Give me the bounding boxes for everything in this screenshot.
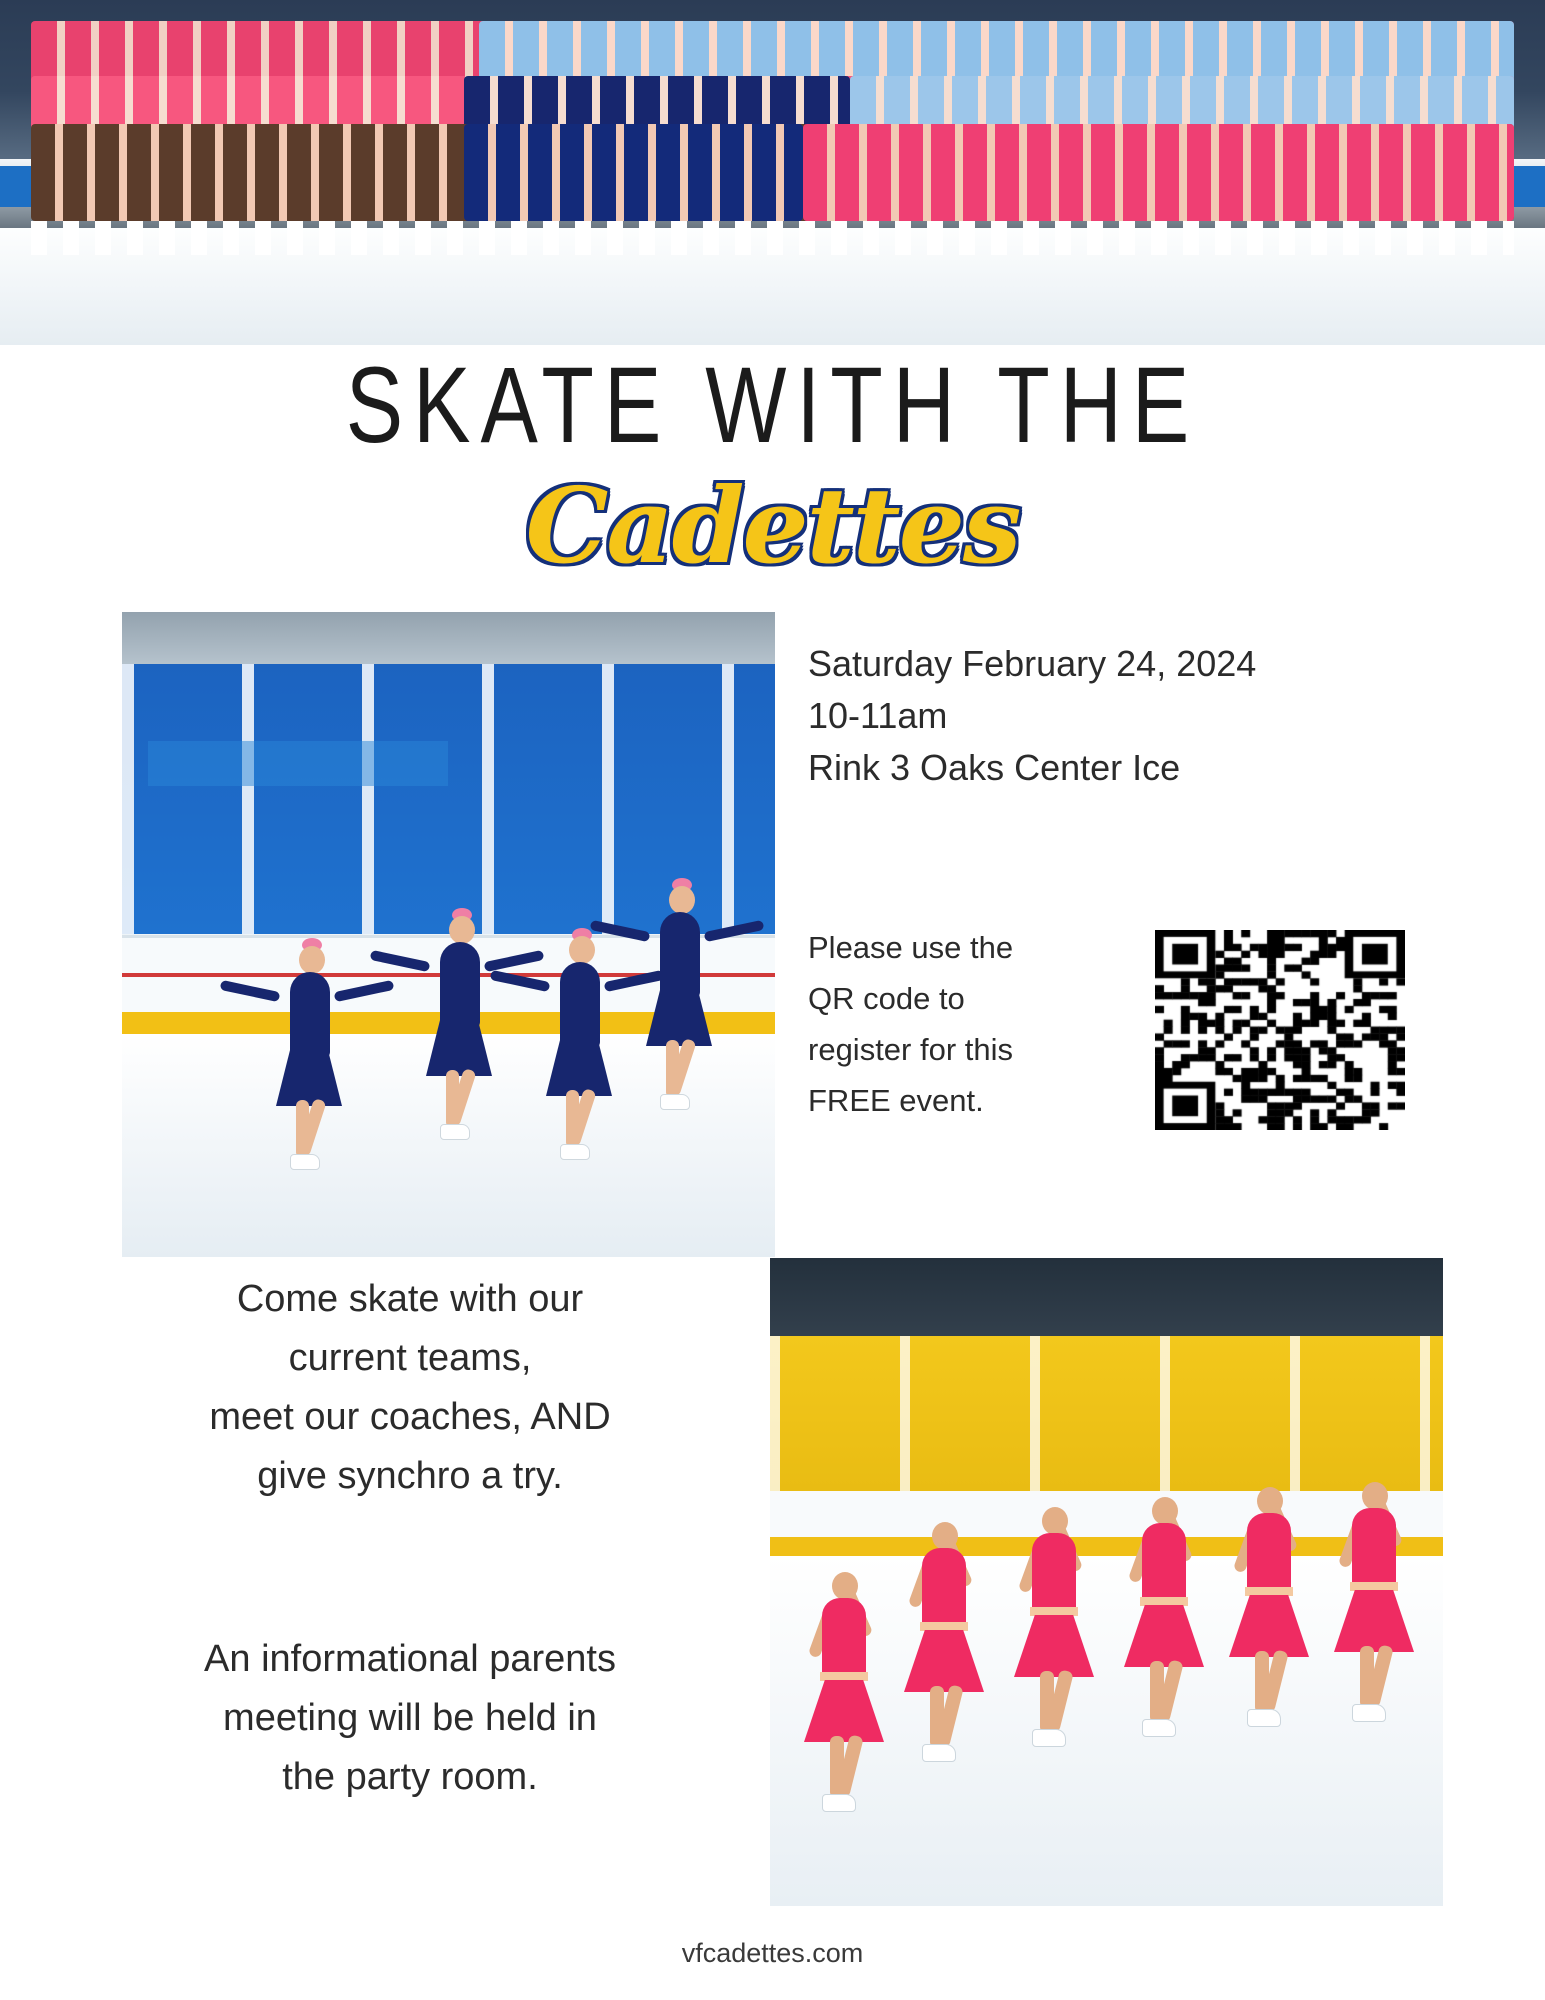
parents-meeting-line-3: the party room. [282, 1755, 538, 1798]
skate-blade [1032, 1729, 1066, 1747]
invitation-line-4: give synchro a try. [257, 1454, 563, 1497]
skirt [646, 988, 712, 1046]
event-date: Saturday February 24, 2024 [808, 643, 1257, 684]
head [669, 886, 695, 914]
pink-skater [1330, 1508, 1416, 1738]
blue-skater [542, 962, 616, 1152]
qr-note-line-4: FREE event. [808, 1083, 984, 1119]
skate-blade [440, 1124, 470, 1140]
pink-skater [1225, 1513, 1311, 1743]
head [449, 916, 475, 944]
qr-note-line-2: QR code to [808, 981, 965, 1017]
skate-blade [1247, 1709, 1281, 1727]
invitation-line-2: current teams, [288, 1336, 532, 1379]
photo-upper-wall [122, 612, 775, 670]
skirt [276, 1048, 342, 1106]
event-location: Rink 3 Oaks Center Ice [808, 747, 1181, 789]
qr-instructions [808, 922, 1128, 1127]
skate-blade [922, 1744, 956, 1762]
invitation-line-1: Come skate with our [236, 1278, 584, 1320]
head [1042, 1507, 1068, 1535]
pink-skater [1010, 1533, 1096, 1763]
torso [1142, 1523, 1186, 1603]
skate-blade [1142, 1719, 1176, 1737]
torso [560, 962, 600, 1048]
skirt [426, 1018, 492, 1076]
invitation-copy [110, 1270, 710, 1506]
torso [290, 972, 330, 1058]
blue-team-photo [122, 612, 775, 1257]
belt [1140, 1597, 1188, 1606]
head [1152, 1497, 1178, 1525]
belt [1350, 1582, 1398, 1591]
skirt [1124, 1605, 1204, 1667]
footer-website[interactable]: vfcadettes.com [681, 1938, 864, 1968]
torso [440, 942, 480, 1028]
blue-skater [272, 972, 346, 1162]
belt [920, 1622, 968, 1631]
photo-wall-posts [770, 1336, 1443, 1504]
blue-skater [422, 942, 496, 1132]
event-details [808, 638, 1468, 795]
skate-blade [1352, 1704, 1386, 1722]
title-script-cadettes: Cadettes [525, 464, 1020, 587]
qr-code-image[interactable] [1155, 930, 1405, 1130]
belt [1245, 1587, 1293, 1596]
torso [1247, 1513, 1291, 1593]
skirt [546, 1038, 612, 1096]
skate-blade [822, 1794, 856, 1812]
blue-skater [642, 912, 716, 1102]
photo-skate-boots-row [31, 221, 1514, 256]
parents-meeting-copy [100, 1630, 720, 1807]
torso [1352, 1508, 1396, 1588]
photo-wall-banner [148, 741, 448, 786]
skate-blade [660, 1094, 690, 1110]
qr-note-line-1: Please use the [808, 930, 1014, 965]
skirt [804, 1680, 884, 1742]
parents-meeting-line-1: An informational parents [204, 1638, 616, 1680]
torso [822, 1598, 866, 1678]
skirt [904, 1630, 984, 1692]
qr-code[interactable] [1155, 930, 1405, 1130]
head [1362, 1482, 1388, 1510]
skate-blade [560, 1144, 590, 1160]
belt [1030, 1607, 1078, 1616]
parents-meeting-line-2: meeting will be held in [223, 1696, 597, 1739]
torso [1032, 1533, 1076, 1613]
torso [922, 1548, 966, 1628]
event-time: 10-11am [808, 695, 948, 737]
skate-blade [290, 1154, 320, 1170]
head [1257, 1487, 1283, 1515]
pink-skater [900, 1548, 986, 1778]
pink-skater [800, 1598, 886, 1828]
flyer-title [0, 345, 1545, 587]
photo-skater-row-front-navy [464, 124, 804, 221]
skirt [1229, 1595, 1309, 1657]
pink-skater [1120, 1523, 1206, 1753]
skirt [1334, 1590, 1414, 1652]
invitation-line-3: meet our coaches, AND [209, 1395, 611, 1438]
photo-skater-row-front-pink [803, 124, 1514, 221]
head [299, 946, 325, 974]
team-group-photo [0, 0, 1545, 345]
qr-note-line-3: register for this [808, 1032, 1014, 1068]
head [569, 936, 595, 964]
skirt [1014, 1615, 1094, 1677]
head [932, 1522, 958, 1550]
head [832, 1572, 858, 1600]
pink-team-photo [770, 1258, 1443, 1906]
title-line-skate-with-the: SKATE WITH THE [345, 345, 1200, 466]
belt [820, 1672, 868, 1681]
torso [660, 912, 700, 998]
